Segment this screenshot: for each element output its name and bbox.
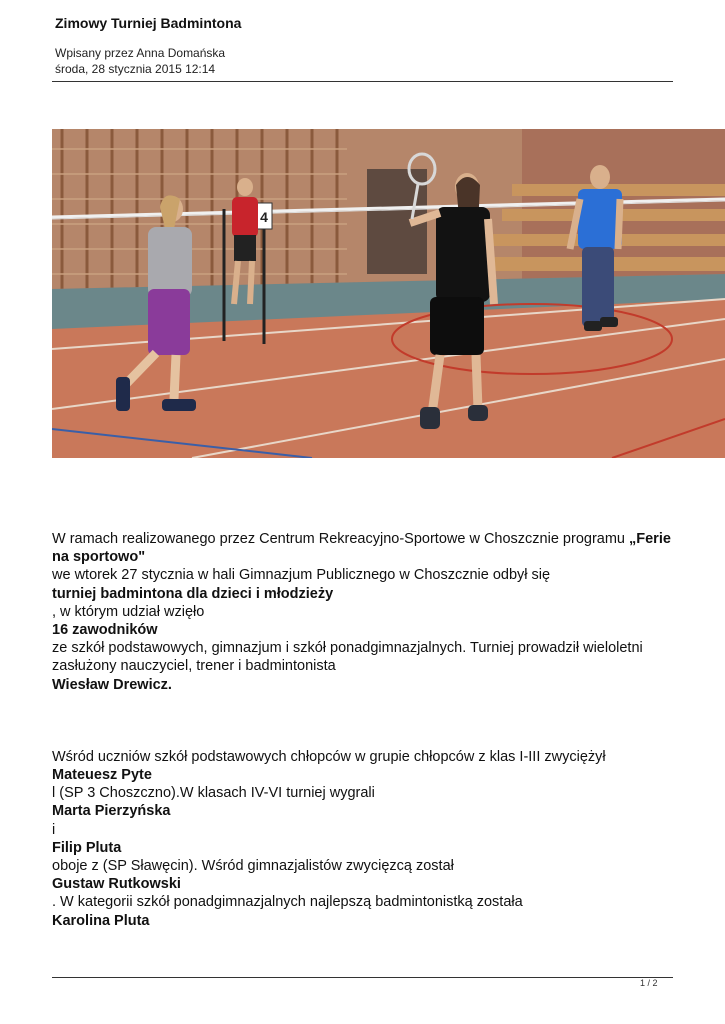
page-indicator: 1 / 2 [640, 978, 658, 988]
body-text: ze szkół podstawowych, gimnazjum i szkół ponadgimnazjalnych. Turniej prowadził wieloletni zasłużony nauczyciel, trener i badmintonista [52, 640, 643, 675]
badminton-photo [52, 129, 725, 458]
winner-name: Marta Pierzyńska [52, 803, 171, 820]
winner-name: Filip Pluta [52, 839, 122, 856]
body-text: l (SP 3 Choszczno).W klasach IV-VI turniej wygrali [52, 785, 375, 802]
date-line: środa, 28 stycznia 2015 12:14 [55, 62, 216, 76]
body-text: , w którym udział wzięło [52, 603, 205, 620]
header-divider [52, 81, 673, 82]
article-header [55, 14, 673, 77]
organizer-name: Wiesław Drewicz. [52, 676, 172, 693]
winner-name: Gustaw Rutkowski [52, 876, 181, 893]
paragraph-1 [52, 530, 677, 694]
article-meta [55, 45, 673, 77]
body-text: W ramach realizowanego przez Centrum Rekreacyjno-Sportowe w Choszcznie programu [52, 531, 630, 547]
winner-name: Karolina Pluta [52, 912, 150, 929]
event-name: turniej badmintona dla dzieci i młodzieży [52, 585, 334, 602]
paragraph-2 [52, 748, 677, 930]
author-line: Wpisany przez Anna Domańska [55, 46, 226, 60]
article-body [52, 530, 677, 930]
article-title: Zimowy Turniej Badmintona [55, 15, 242, 31]
footer-divider [52, 977, 673, 978]
body-text: . W kategorii szkół ponadgimnazjalnych najlepszą badmintonistką została [52, 894, 523, 911]
photo-illustration [52, 129, 725, 458]
body-text: i [52, 821, 56, 838]
winner-name: Mateuesz Pyte [52, 767, 152, 784]
program-name: „Ferie na sportowo" [52, 531, 671, 566]
body-text: Wśród uczniów szkół podstawowych chłopców w grupie chłopców z klas I-III zwyciężył [52, 748, 606, 765]
body-text: we wtorek 27 stycznia w hali Gimnazjum Publicznego w Choszcznie odbył się [52, 567, 551, 584]
number-card-text: 4 [260, 209, 268, 225]
body-text: oboje z (SP Sławęcin). Wśród gimnazjalistów zwycięzcą został [52, 858, 454, 875]
participant-count: 16 zawodników [52, 622, 158, 639]
